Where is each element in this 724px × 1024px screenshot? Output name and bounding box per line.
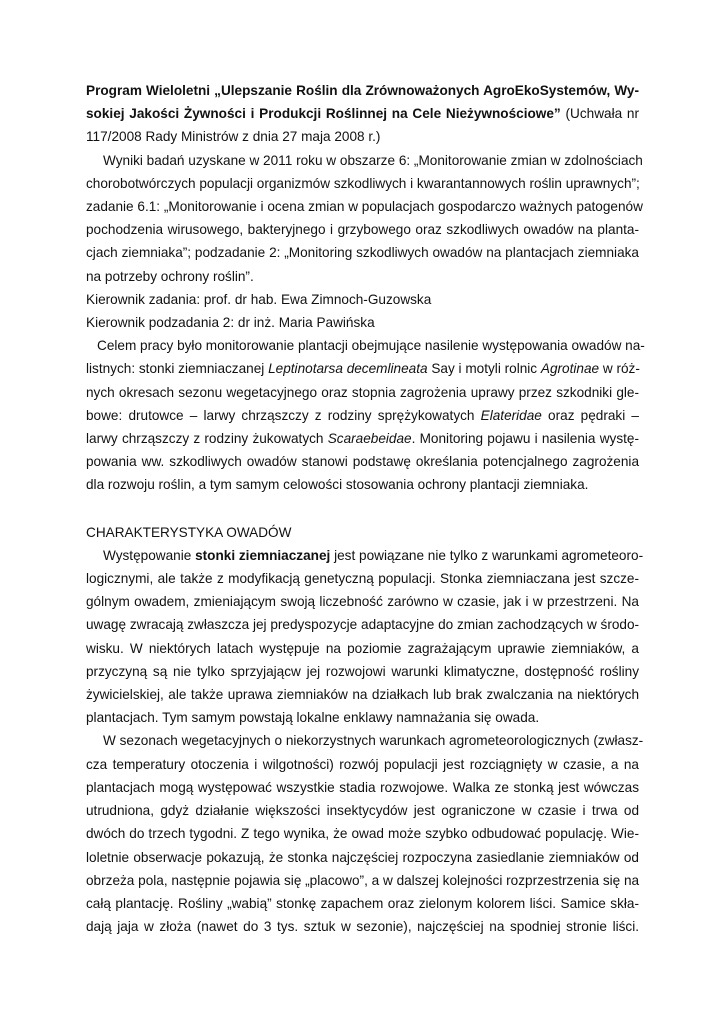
task-manager: Kierownik zadania: prof. dr hab. Ewa Zimnoch-Guzowska — [86, 291, 432, 307]
aim-line — [86, 427, 639, 450]
program-title-line-3: 117/2008 Rady Ministrów z dnia 27 maja 2008 r.) — [86, 129, 381, 145]
intro-line: Wyniki badań uzyskane w 2011 roku w obszarze 6: „Monitorowanie zmian w zdolnościach — [103, 152, 643, 168]
aim-line — [86, 404, 639, 427]
program-title-line-1: Program Wieloletni „Ulepszanie Roślin dla Zrównoważonych AgroEkoSystemów, Wy- — [86, 83, 639, 98]
aim-line: Celem pracy było monitorowanie plantacji obejmujące nasilenie występowania owadów na- — [97, 338, 645, 354]
text-run: larwy chrząszczy z rodziny żukowatych — [86, 431, 328, 447]
paragraph-line: plantacjach mogą występować wszystkie stadia rozwojowe. Walka ze stonką jest wówczas — [86, 779, 639, 795]
paragraph-line: wisku. W niektórych latach występuje na poziomie zagrażającym uprawie ziemniaków, a — [86, 640, 639, 656]
intro-line: chorobotwórczych populacji organizmów szkodliwych i kwarantannowych roślin uprawnych”; — [86, 175, 640, 191]
program-title-line-2 — [86, 102, 639, 125]
species-name: Leptinotarsa decemlineata — [268, 361, 428, 377]
paragraph-line: plantacjach. Tym samym powstają lokalne enklawy namnażania się owada. — [86, 710, 540, 726]
paragraph-line: dają jaja w złoża (nawet do 3 tys. sztuk w sezonie), najczęściej na spodniej stronie liści. — [86, 919, 639, 935]
text-run: Występowanie — [103, 547, 196, 563]
paragraph-line: dwóch do trzech tygodni. Z tego wynika, że owad może szybko odbudować populację. Wie- — [86, 826, 639, 842]
paragraph-line: logicznymi, ale także z modyfikacją genetyczną populacji. Stonka ziemniaczana jest szcze- — [86, 571, 639, 587]
paragraph-line: uwagę zwracają zwłaszcza jej predyspozycje adaptacyjne do zmian zachodzących w środo- — [86, 617, 640, 633]
text-run: jest powiązane nie tylko z warunkami agrometeoro- — [330, 547, 644, 563]
text-run: bowe: drutowce – larwy chrząszczy z rodziny sprężykowatych — [86, 407, 481, 423]
text-run: oraz pędraki – — [541, 407, 639, 423]
paragraph-line: całą plantację. Rośliny „wabią” stonkę zapachem oraz zielonym kolorem liści. Samice skła- — [86, 895, 639, 911]
text-run: Say i motyli rolnic — [427, 361, 541, 377]
paragraph-line: loletnie obserwacje pokazują, że stonka najczęściej rozpoczyna zasiedlanie ziemniaków od — [86, 849, 639, 865]
section-heading: CHARAKTERYSTYKA OWADÓW — [86, 524, 292, 540]
intro-line: cjach ziemniaka”; podzadanie 2: „Monitoring szkodliwych owadów na plantacjach ziemniaka — [86, 245, 639, 261]
aim-line: nych okresach sezonu wegetacyjnego oraz stopnia zagrożenia uprawy przez szkodniki gle- — [86, 384, 639, 400]
text-run: listnych: stonki ziemniaczanej — [86, 361, 269, 377]
bold-term: stonki ziemniaczanej — [195, 547, 331, 563]
species-name: Agrotinae — [540, 361, 600, 377]
aim-line: dla rozwoju roślin, a tym samym celowości stosowania ochrony plantacji ziemniaka. — [86, 477, 589, 493]
intro-line: pochodzenia wirusowego, bakteryjnego i grzybowego oraz szkodliwych owadów na planta- — [86, 222, 639, 238]
text-run: w róż- — [599, 361, 640, 377]
paragraph-gap — [86, 497, 639, 521]
paragraph-line: obrzeża pola, następnie pojawia się „placowo”, a w dalszej kolejności rozprzestrzenia się na — [86, 872, 640, 888]
paragraph-line: W sezonach wegetacyjnych o niekorzystnych warunkach agrometeorologicznych (zwłasz- — [103, 733, 644, 749]
paragraph-line: cza temperatury otoczenia i wilgotności) rozwój populacji jest rozciągnięty w czasie, a na — [86, 756, 639, 772]
paragraph-line: gólnym owadem, zmieniającym swoją liczebność zarówno w czasie, jak i w przestrzeni. Na — [86, 594, 639, 610]
aim-line: powania ww. szkodliwych owadów stanowi podstawę określania potencjalnego zagrożenia — [86, 454, 639, 470]
document-page — [86, 79, 645, 938]
paragraph-line: utrudniona, gdyż działanie większości insektycydów jest ograniczone w czasie i trwa od — [86, 803, 639, 819]
paragraph-line — [86, 544, 644, 567]
paragraph-line: żywicielskiej, ale także uprawa ziemniaków na działkach lub brak zwalczania na niektórych — [86, 687, 639, 703]
aim-line — [86, 357, 639, 380]
program-resolution: (Uchwała nr — [560, 106, 639, 122]
family-name: Scaraebeidae — [327, 431, 412, 447]
intro-line: na potrzeby ochrony roślin”. — [86, 268, 254, 284]
paragraph-line: przyczyną są nie tylko sprzyjającw jej rozwojowi warunki klimatyczne, dostępność rośliny — [86, 663, 639, 679]
intro-line: zadanie 6.1: „Monitorowanie i ocena zmian w populacjach gospodarczo ważnych patogenów — [86, 199, 643, 215]
text-run: . Monitoring pojawu i nasilenia wystę- — [411, 431, 639, 447]
subtask-manager: Kierownik podzadania 2: dr inż. Maria Pawińska — [86, 315, 375, 331]
family-name: Elateridae — [480, 407, 542, 423]
program-title-bold: sokiej Jakości Żywności i Produkcji Roślinnej na Cele Nieżywnościowe” — [86, 106, 561, 122]
